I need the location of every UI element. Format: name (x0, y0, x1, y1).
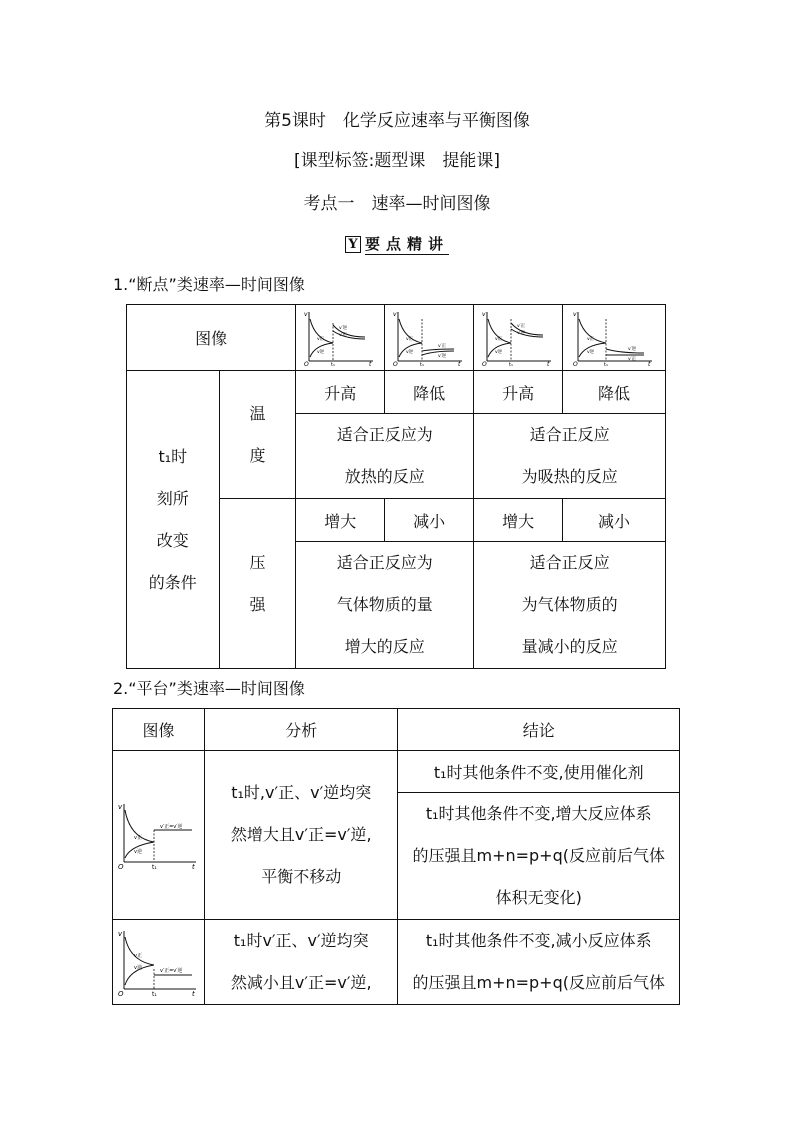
graph-cell-3 (474, 305, 563, 371)
section1-title: 1.“断点”类速率—时间图像 (113, 275, 305, 294)
analysis-line: 然增大且v′正=v′逆, (230, 825, 372, 844)
note-line: 增大的反应 (344, 637, 425, 656)
analysis-line: 然减小且v′正=v′逆, (230, 973, 372, 992)
temp-change: 降低 (385, 371, 474, 414)
temp-label-line: 温 (249, 403, 266, 423)
axis-v-label: v (118, 803, 123, 811)
axis-t-label: t (458, 360, 461, 367)
header-analysis: 分析 (204, 709, 398, 751)
conclusion-line: 的压强且m+n=p+q(反应前后气体 (412, 846, 665, 865)
side-label-line: 的条件 (148, 572, 197, 592)
topic-title: 考点一 速率—时间图像 (303, 194, 491, 214)
t1-label: t₁ (331, 361, 336, 367)
badge-letter: Y (345, 236, 361, 253)
note-line: 为气体物质的 (521, 595, 618, 614)
axis-t-label: t (648, 360, 651, 367)
note-line: 适合正反应 (529, 553, 610, 572)
origin-label: O (573, 360, 578, 367)
press-change: 减小 (385, 499, 474, 542)
vrev-label: v逆 (317, 349, 325, 355)
temp-change: 升高 (296, 371, 385, 414)
press-label-cell (219, 499, 296, 669)
origin-label: O (118, 863, 124, 870)
origin-label: O (118, 990, 124, 997)
breakpoint-table (126, 304, 666, 669)
press-change: 增大 (296, 499, 385, 542)
conclusion-line: 的压强且m+n=p+q(反应前后气体 (412, 973, 665, 992)
conclusion-pressure-decrease (398, 920, 680, 1005)
vfwd-label: v正 (317, 336, 325, 342)
graph-cell-4 (563, 305, 666, 371)
temp-label-cell (219, 371, 296, 499)
origin-label: O (304, 360, 309, 367)
note-line: 适合正反应为 (336, 553, 433, 572)
side-label-line: 刻所 (156, 488, 189, 508)
temp-change: 升高 (474, 371, 563, 414)
graph-plateau-drop (116, 927, 200, 997)
graph-cell-rise (113, 751, 205, 920)
note-line: 适合正反应为 (336, 425, 433, 444)
vrevp-label: v′逆 (628, 346, 637, 352)
axis-t-label: t (192, 990, 196, 997)
lesson-tags: [课型标签:题型课 提能课] (294, 151, 500, 171)
conclusion-pressure-increase (398, 793, 680, 920)
section2-title: 2.“平台”类速率—时间图像 (113, 679, 305, 698)
vfwdp-label: v′正 (628, 356, 637, 362)
axis-v-label: v (573, 310, 577, 318)
conclusion-line: 体积无变化) (495, 888, 582, 907)
press-note-increase (296, 542, 474, 669)
vrevp-label: v′逆 (438, 353, 447, 359)
note-line: 放热的反应 (344, 467, 425, 486)
temp-note-endo (474, 414, 666, 499)
note-line: 为吸热的反应 (521, 467, 618, 486)
graph-cell-drop (113, 920, 205, 1005)
note-line: 气体物质的量 (336, 595, 433, 614)
graph-temp-rise (303, 309, 377, 367)
side-label-line: 改变 (156, 530, 189, 550)
origin-label: O (482, 360, 487, 367)
vrevp-label: v′逆 (517, 330, 526, 336)
axis-v-label: v (482, 310, 486, 318)
badge-text: 要点精讲 (364, 235, 449, 253)
header-image: 图像 (113, 709, 205, 751)
vfwd-label: v正 (495, 336, 503, 342)
graph-plateau-rise (116, 800, 200, 870)
key-points-badge (0, 233, 794, 254)
vrev-label: v逆 (134, 965, 143, 971)
side-label-cell (127, 371, 220, 669)
vrev-label: v逆 (495, 349, 503, 355)
graph-cell-1 (296, 305, 385, 371)
vfwdp-label: v′正 (339, 332, 348, 338)
veq-label: v′正=v′逆 (160, 824, 183, 830)
origin-label: O (393, 360, 398, 367)
t1-label: t₁ (420, 361, 425, 367)
temp-note-exo (296, 414, 474, 499)
t1-label: t₁ (509, 361, 514, 367)
analysis-line: 平衡不移动 (261, 867, 342, 886)
plateau-table (112, 708, 680, 1005)
vfwd-label: v正 (134, 953, 143, 959)
vrev-label: v逆 (587, 349, 595, 355)
temp-label-line: 度 (249, 445, 266, 465)
t1-label: t₁ (604, 361, 608, 367)
analysis-drop (204, 920, 398, 1005)
note-line: 适合正反应 (529, 425, 610, 444)
press-change: 增大 (474, 499, 563, 542)
image-header-cell: 图像 (127, 305, 296, 371)
vrevp-label: v′逆 (339, 325, 348, 331)
graph-temp-drop (392, 309, 466, 367)
conclusion-line: t₁时其他条件不变,减小反应体系 (425, 931, 652, 950)
vfwd-label: v正 (406, 336, 414, 342)
analysis-rise (204, 751, 398, 920)
conclusion-line: t₁时其他条件不变,增大反应体系 (425, 804, 652, 823)
axis-t-label: t (547, 360, 550, 367)
analysis-line: t₁时v′正、v′逆均突 (233, 931, 369, 950)
axis-t-label: t (369, 360, 372, 367)
lesson-title: 第5课时 化学反应速率与平衡图像 (264, 111, 530, 131)
analysis-line: t₁时,v′正、v′逆均突 (231, 783, 372, 802)
t1-label: t₁ (152, 864, 158, 870)
graph-temp-drop-endo (572, 309, 656, 367)
vrev-label: v逆 (134, 849, 143, 855)
press-label-line: 压 (249, 552, 266, 572)
vfwd-label: v正 (134, 835, 143, 841)
veq-label: v′正=v′逆 (160, 968, 183, 974)
vfwdp-label: v′正 (517, 323, 526, 329)
axis-v-label: v (118, 930, 123, 938)
graph-temp-rise-endo (481, 309, 555, 367)
temp-change: 降低 (563, 371, 666, 414)
vrev-label: v逆 (406, 349, 414, 355)
side-label-line: t₁时 (158, 446, 188, 466)
axis-t-label: t (192, 863, 196, 870)
press-label-line: 强 (249, 594, 266, 614)
axis-v-label: v (393, 310, 397, 318)
graph-cell-2 (385, 305, 474, 371)
vfwdp-label: v′正 (438, 343, 447, 349)
vfwd-label: v正 (587, 336, 595, 342)
t1-label: t₁ (152, 991, 158, 997)
press-change: 减小 (563, 499, 666, 542)
conclusion-catalyst: t₁时其他条件不变,使用催化剂 (398, 751, 680, 793)
note-line: 量减小的反应 (521, 637, 618, 656)
header-conclusion: 结论 (398, 709, 680, 751)
press-note-decrease (474, 542, 666, 669)
axis-v-label: v (304, 310, 308, 318)
